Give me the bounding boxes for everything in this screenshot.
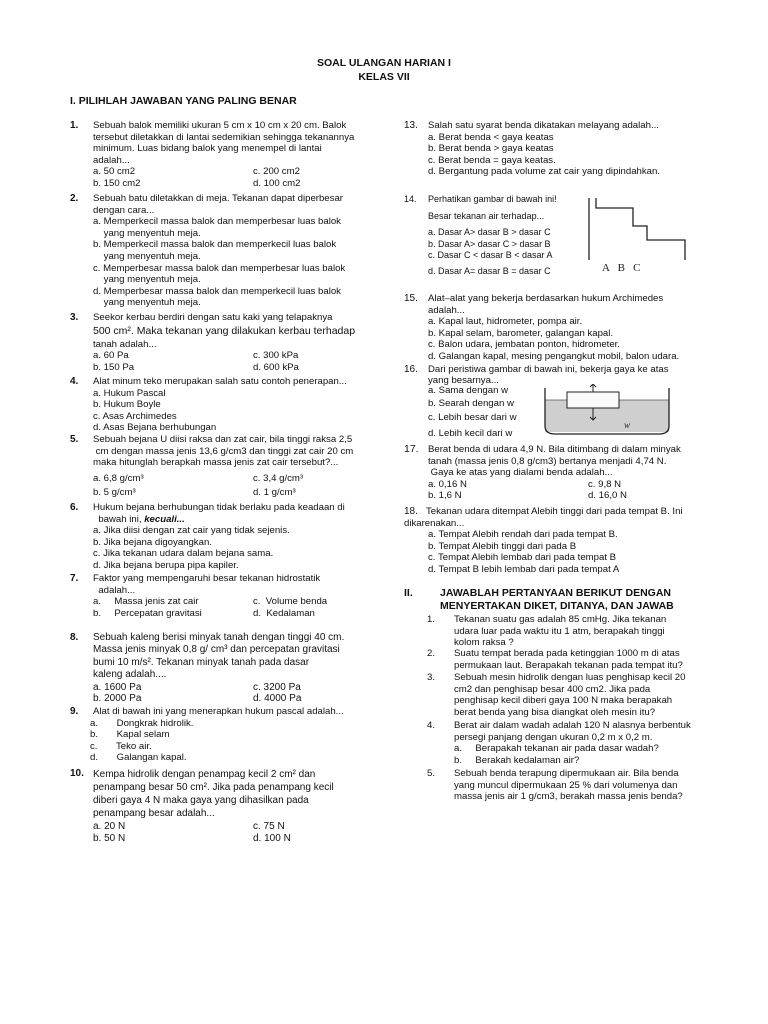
option-d: d. 100 cm2 bbox=[253, 177, 301, 189]
option: b. Memperkecil massa balok dan memperkecil luas balok bbox=[93, 239, 337, 251]
weight-label: w bbox=[624, 420, 631, 430]
option-c: c. 200 cm2 bbox=[253, 166, 300, 178]
option: a. Memperkecil massa balok dan memperbesar luas balok bbox=[93, 216, 341, 228]
option: a. Berat benda < gaya keatas bbox=[428, 131, 554, 143]
question-number: 7. bbox=[70, 573, 79, 584]
option: a. Dasar A> dasar B > dasar C bbox=[428, 227, 551, 238]
option: d. Jika bejana berupa pipa kapiler. bbox=[93, 559, 239, 571]
question-text: bawah ini, bbox=[93, 513, 145, 525]
question-number: 10. bbox=[70, 768, 84, 779]
essay-text: permukaan laut. Berapakah tekanan pada tempat itu? bbox=[454, 659, 683, 671]
option: c. Teko air. bbox=[90, 740, 152, 752]
essay-subquestion: b. Berakah kedalaman air? bbox=[454, 754, 580, 766]
option-d: d. 100 N bbox=[253, 832, 291, 844]
essay-number: 1. bbox=[427, 614, 436, 625]
figure-labels: A B C bbox=[602, 262, 641, 274]
question-text: tersebut diletakkan di lantai sedemikian sehingga tekanannya bbox=[93, 131, 355, 143]
question-text: bumi 10 m/s². Tekanan minyak tanah pada dasar bbox=[93, 656, 310, 668]
question-text: yang besarnya... bbox=[428, 374, 499, 386]
question-text: Sebuah bejana U diisi raksa dan zat cair, bila tinggi raksa 2,5 bbox=[93, 434, 353, 445]
question-number: 14. bbox=[404, 194, 417, 204]
essay-question-5 bbox=[454, 768, 750, 803]
option: a. Dongkrak hidrolik. bbox=[90, 717, 194, 729]
question-number: 6. bbox=[70, 502, 79, 513]
option-c: c. 3,4 g/cm³ bbox=[253, 472, 304, 484]
question-17 bbox=[428, 444, 758, 502]
section-2-subheading: MENYERTAKAN DIKET, DITANYA, DAN JAWAB bbox=[440, 600, 674, 612]
option: c. Tempat Alebih lembab dari pada tempat B bbox=[428, 552, 617, 564]
question-15 bbox=[428, 293, 758, 363]
keyword-kecuali: kecuali... bbox=[144, 513, 185, 525]
question-number: 3. bbox=[70, 312, 79, 323]
question-text: Besar tekanan air terhadap... bbox=[428, 210, 545, 221]
option: c. Berat benda = gaya keatas. bbox=[428, 154, 556, 166]
option-a: a. 60 Pa bbox=[93, 350, 129, 362]
essay-question-3 bbox=[454, 672, 750, 718]
question-14 bbox=[428, 194, 608, 278]
essay-text: udara luar pada waktu itu 1 atm, berapakah tinggi bbox=[454, 625, 665, 637]
question-text: Dari peristiwa gambar di bawah ini, bekerja gaya ke atas bbox=[428, 364, 669, 375]
option: c. Memperbesar massa balok dan memperbesar luas balok bbox=[93, 262, 346, 274]
question-number: 18. bbox=[404, 506, 418, 517]
question-text: adalah... bbox=[428, 304, 465, 316]
question-text: diberi gaya 4 N maka gaya yang dihasilkan pada bbox=[93, 795, 309, 806]
option: b. Tempat Alebih tinggi dari pada B bbox=[428, 540, 577, 552]
question-text: adalah... bbox=[93, 154, 130, 166]
option-d: d. 600 kPa bbox=[253, 361, 299, 373]
essay-text: persegi panjang dengan ukuran 0,2 m x 0,2 m. bbox=[454, 731, 653, 743]
option-d: d. 4000 Pa bbox=[253, 693, 302, 705]
essay-question-2 bbox=[454, 648, 750, 671]
question-number: 5. bbox=[70, 434, 79, 445]
question-text: Salah satu syarat benda dikatakan melayang adalah... bbox=[428, 120, 659, 131]
option-c: c. Volume benda bbox=[253, 596, 328, 608]
option: a. Sama dengan w bbox=[428, 384, 509, 396]
option: d. Galangan kapal, mesing pengangkut mobil, balon udara. bbox=[428, 350, 680, 362]
option: b. Searah dengan w bbox=[428, 397, 514, 409]
question-text: Sebuah kaleng berisi minyak tanah dengan tinggi 40 cm. bbox=[93, 632, 345, 643]
question-18 bbox=[404, 506, 759, 576]
question-text: Alat–alat yang bekerja berdasarkan hukum Archimedes bbox=[428, 293, 664, 304]
essay-text: cm2 dan penghisap besar 400 cm2. Jika pada bbox=[454, 683, 651, 695]
option: yang menyentuh meja. bbox=[93, 297, 201, 309]
essay-number: 2. bbox=[427, 648, 436, 659]
option: yang menyentuh meja. bbox=[93, 274, 201, 286]
essay-text: Berat air dalam wadah adalah 120 N alasnya berbentuk bbox=[454, 720, 691, 731]
right-column bbox=[400, 0, 768, 1024]
option: b. Kapal selam, barometer, galangan kapal. bbox=[428, 327, 614, 339]
question-number: 1. bbox=[70, 120, 79, 131]
option: d. Tempat B lebih lembab dari pada tempat A bbox=[428, 563, 620, 575]
option: c. Asas Archimedes bbox=[93, 410, 177, 422]
section-1-heading: I. PILIHLAH JAWABAN YANG PALING BENAR bbox=[70, 95, 297, 107]
option-d: d. Kedalaman bbox=[253, 607, 315, 619]
question-text: maka hitunglah berapkah massa jenis zat cair tersebut?... bbox=[93, 457, 339, 469]
question-6 bbox=[93, 502, 393, 572]
option: b. Dasar A> dasar C > dasar B bbox=[428, 238, 551, 249]
question-text: Hukum bejana berhubungan tidak berlaku pada keadaan di bbox=[93, 502, 345, 513]
question-text: dengan cara... bbox=[93, 204, 155, 216]
section-2-heading: JAWABLAH PERTANYAAN BERIKUT DENGAN bbox=[440, 587, 672, 599]
question-text: Kempa hidrolik dengan penampag kecil 2 cm² dan bbox=[93, 769, 316, 780]
essay-text: Suatu tempat berada pada ketinggian 1000 m di atas bbox=[454, 648, 680, 659]
question-4 bbox=[93, 376, 393, 434]
option-a: a. 1600 Pa bbox=[93, 681, 142, 693]
option: d. Galangan kapal. bbox=[90, 752, 187, 764]
option: a. Tempat Alebih rendah dari pada tempat B. bbox=[428, 529, 618, 541]
question-8 bbox=[93, 632, 393, 705]
question-text: penampang besar adalah... bbox=[93, 808, 215, 819]
essay-text: yang muncul dipermukaan 25 % dari volumenya dan bbox=[454, 779, 678, 791]
essay-question-4 bbox=[454, 720, 750, 766]
option: c. Lebih besar dari w bbox=[428, 412, 517, 424]
question-text: 500 cm². Maka tekanan yang dilakukan kerbau terhadap bbox=[93, 324, 356, 337]
question-text: penampang besar 50 cm². Jika pada penampang kecil bbox=[93, 782, 334, 793]
option-d: d. 1 g/cm³ bbox=[253, 487, 296, 499]
option: a. Jika diisi dengan zat cair yang tidak sejenis. bbox=[93, 525, 290, 537]
essay-number: 3. bbox=[427, 672, 436, 683]
question-text: tanah adalah... bbox=[93, 338, 157, 350]
class-label: KELAS VII bbox=[358, 71, 410, 83]
essay-text: kolom raksa ? bbox=[454, 637, 514, 649]
question-1 bbox=[93, 120, 393, 190]
option: a. Kapal laut, hidrometer, pompa air. bbox=[428, 316, 583, 328]
question-text: Berat benda di udara 4,9 N. Bila ditimbang di dalam minyak bbox=[428, 444, 681, 455]
question-text: Alat di bawah ini yang menerapkan hukum pascal adalah... bbox=[93, 706, 344, 717]
option-c: c. 3200 Pa bbox=[253, 681, 301, 693]
document-title: SOAL ULANGAN HARIAN I bbox=[317, 57, 451, 69]
option-a: a. 0,16 N bbox=[428, 478, 467, 490]
option-b: b. Percepatan gravitasi bbox=[93, 607, 202, 619]
essay-question-1 bbox=[454, 614, 750, 649]
question-5 bbox=[93, 434, 393, 499]
question-2 bbox=[93, 193, 393, 309]
option: a. Hukum Pascal bbox=[93, 387, 166, 399]
essay-text: Sebuah mesin hidrolik dengan luas penghisap kecil 20 bbox=[454, 672, 686, 683]
essay-subquestion: a. Berapakah tekanan air pada dasar wadah? bbox=[454, 743, 659, 755]
question-text: tanah (massa jenis 0,8 g/cm3) bertanya menjadi 4,74 N. bbox=[428, 455, 667, 467]
option: c. Balon udara, jembatan ponton, hidrometer. bbox=[428, 339, 620, 351]
essay-text: Sebuah benda terapung dipermukaan air. Bila benda bbox=[454, 768, 679, 779]
question-text: minimum. Luas bidang balok yang menempel di lantai bbox=[93, 143, 322, 155]
question-text: Sebuah balok memiliki ukuran 5 cm x 10 cm x 20 cm. Balok bbox=[93, 120, 347, 131]
option: d. Lebih kecil dari w bbox=[428, 427, 513, 439]
essay-number: 5. bbox=[427, 768, 436, 779]
option-b: b. 2000 Pa bbox=[93, 693, 142, 705]
option-b: b. 50 N bbox=[93, 832, 126, 844]
question-3 bbox=[93, 312, 393, 373]
question-text: adalah... bbox=[93, 584, 136, 596]
essay-text: berat benda yang bisa diangkat oleh mesin itu? bbox=[454, 706, 656, 718]
question-13 bbox=[428, 120, 758, 178]
question-text: cm dengan massa jenis 13,6 g/cm3 dan tinggi zat cair 20 cm bbox=[93, 445, 354, 457]
question-number: 2. bbox=[70, 193, 79, 204]
option: b. Kapal selam bbox=[90, 729, 170, 741]
option-c: c. 300 kPa bbox=[253, 350, 299, 362]
question-text: Sebuah batu diletakkan di meja. Tekanan dapat diperbesar bbox=[93, 193, 343, 204]
option: c. Dasar C < dasar B < dasar A bbox=[428, 250, 553, 261]
question-7 bbox=[93, 573, 393, 619]
option: c. Jika tekanan udara dalam bejana sama. bbox=[93, 548, 274, 560]
option-b: b. 1,6 N bbox=[428, 490, 462, 502]
option-c: c. 75 N bbox=[253, 821, 285, 832]
question-number: 15. bbox=[404, 293, 418, 304]
question-9 bbox=[90, 706, 393, 764]
option: d. Bergantung pada volume zat cair yang dipindahkan. bbox=[428, 166, 661, 178]
question-text: Alat minum teko merupakan salah satu contoh penerapan... bbox=[93, 376, 347, 387]
question-text: dikarenakan... bbox=[404, 517, 465, 529]
option: yang menyentuh meja. bbox=[93, 227, 201, 239]
question-number: 13. bbox=[404, 120, 418, 131]
question-text: Faktor yang mempengaruhi besar tekanan hidrostatik bbox=[93, 573, 321, 584]
option: d. Asas Bejana berhubungan bbox=[93, 422, 217, 434]
option-a: a. 50 cm2 bbox=[93, 166, 136, 178]
option: b. Jika bejana digoyangkan. bbox=[93, 536, 212, 548]
option: d. Dasar A= dasar B = dasar C bbox=[428, 265, 551, 276]
option-d: d. 16,0 N bbox=[588, 490, 627, 502]
floating-block-figure bbox=[525, 384, 675, 436]
option-a: a. Massa jenis zat cair bbox=[93, 596, 199, 608]
option-b: b. 5 g/cm³ bbox=[93, 487, 136, 499]
option-a: a. 20 N bbox=[93, 821, 126, 832]
question-text: Gaya ke atas yang dialami benda adalah... bbox=[428, 467, 613, 479]
essay-number: 4. bbox=[427, 720, 436, 731]
option-b: b. 150 Pa bbox=[93, 361, 135, 373]
container-step-figure bbox=[585, 196, 690, 278]
section-2-number: II. bbox=[404, 587, 413, 599]
option: b. Hukum Boyle bbox=[93, 399, 161, 411]
question-text: Seekor kerbau berdiri dengan satu kaki yang telapaknya bbox=[93, 312, 333, 323]
question-text: Massa jenis minyak 0,8 g/ cm³ dan percepatan gravitasi bbox=[93, 644, 340, 656]
question-number: 8. bbox=[70, 632, 79, 643]
option-b: b. 150 cm2 bbox=[93, 177, 141, 189]
essay-text: massa jenis air 1 g/cm3, berakah massa jenis benda? bbox=[454, 791, 683, 803]
option-a: a. 6,8 g/cm³ bbox=[93, 472, 144, 484]
question-text: Perhatikan gambar di bawah ini! bbox=[428, 194, 557, 204]
option: yang menyentuh meja. bbox=[93, 250, 201, 262]
question-number: 9. bbox=[70, 706, 79, 717]
question-number: 16. bbox=[404, 364, 418, 375]
question-text: kaleng adalah.... bbox=[93, 669, 167, 681]
option-c: c. 9,8 N bbox=[588, 478, 622, 490]
essay-text: penghisap kecil diberi gaya 100 N maka berapakah bbox=[454, 695, 673, 707]
question-10 bbox=[93, 768, 393, 843]
question-number: 17. bbox=[404, 443, 419, 455]
option: b. Berat benda > gaya keatas bbox=[428, 143, 554, 155]
option: d. Memperbesar massa balok dan memperkecil luas balok bbox=[93, 285, 341, 297]
essay-text: Tekanan suatu gas adalah 85 cmHg. Jika tekanan bbox=[454, 614, 667, 625]
question-number: 4. bbox=[70, 376, 79, 387]
question-text: Tekanan udara ditempat Alebih tinggi dari pada tempat B. Ini bbox=[426, 506, 683, 517]
